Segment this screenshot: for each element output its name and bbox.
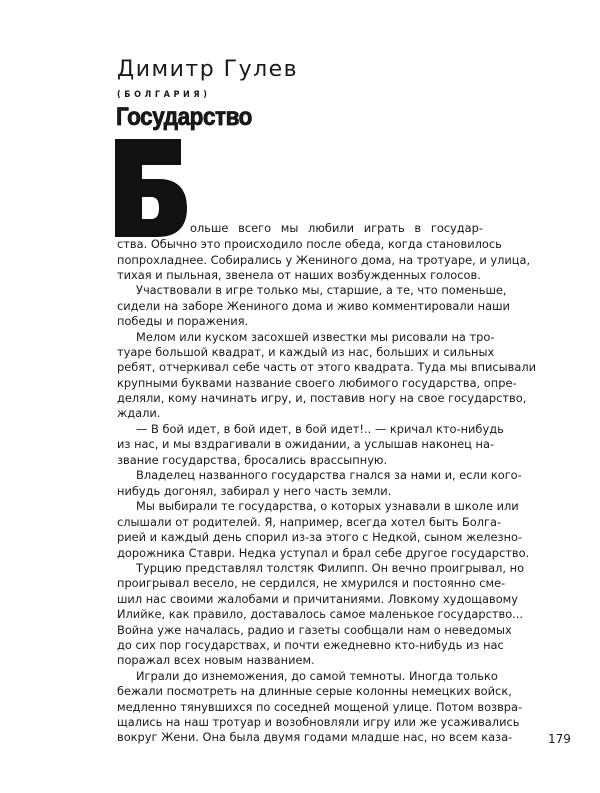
text-line: Играли до изнеможения, до самой темноты. Иногда только [136,669,498,683]
text-line: Владелец названного государства гнался за нами и, если кого- [136,468,522,482]
text-line: ребят, отчеркивал себе часть от этого квадрата. Туда мы вписывали [117,360,537,374]
text-line: рией и каждый день спорил из-за этого с Недкой, сыном железно- [117,530,523,544]
text-line: из нас, и мы вздрагивали в ожидании, а услышав наконец на- [117,437,495,451]
author-country: (БОЛГАРИЯ) [117,90,211,100]
text-line: Война уже началась, радио и газеты сообщали нам о неведомых [117,623,512,637]
text-line: попрохладнее. Собирались у Жениного дома, на тротуаре, и улица, [117,253,531,267]
text-line: слышали от родителей. Я, например, всегда хотел быть Болга- [117,515,502,529]
text-line: медленно тянувшихся по соседней мощеной улице. Потом возвра- [117,700,523,714]
text-line: ольше всего мы любили играть в государ- [190,221,483,235]
text-line: тихая и пыльная, звенела от наших возбужденных голосов. [117,268,481,282]
text-line: звание государства, бросались врассыпную. [117,453,388,467]
text-line: ства. Обычно это происходило после обеда, когда становилось [117,237,502,251]
text-line: деляли, кому начинать игру, и, поставив ногу на свое государство, [117,391,527,405]
text-line: поражал всех новым названием. [117,653,315,667]
text-line: — В бой идет, в бой идет, в бой идет!.. — кричал кто-нибудь [136,422,504,436]
text-line: Участвовали в игре только мы, старшие, а те, что поменьше, [136,283,507,297]
text-line: щались на наш тротуар и возобновляли игру или же усаживались [117,715,520,729]
text-line: Мелом или куском засохшей известки мы рисовали на тро- [136,330,495,344]
text-line: бежали посмотреть на длинные серые колонны немецких войск, [117,684,512,698]
text-line: туаре большой квадрат, и каждый из нас, больших и сильных [117,345,495,359]
text-line: победы и поражения. [117,314,249,328]
text-line: Турцию представлял толстяк Филипп. Он вечно проигрывал, но [136,561,525,575]
page-number: 179 [548,732,571,746]
text-line: Илийке, как правило, доставалось самое маленькое государство... [117,607,524,621]
text-line: нибудь догонял, забирал у него часть земли. [117,484,392,498]
text-line: ждали. [117,406,161,420]
text-line: сидели на заборе Жениного дома и живо комментировали наши [117,299,510,313]
text-line: Мы выбирали те государства, о которых узнавали в школе или [136,499,519,513]
text-line: вокруг Жени. Она была двумя годами младше нас, но всем каза- [117,730,513,744]
author-name: Димитр Гулев [117,57,299,82]
story-title: Государство [116,103,252,131]
text-line: крупными буквами название своего любимого государства, опре- [117,376,517,390]
text-line: до сих пор государствах, и почти ежедневно кто-нибудь из нас [117,638,504,652]
text-line: проигрывал весело, не сердился, не хмурился и постоянно сме- [117,576,506,590]
text-line: шил нас своими жалобами и причитаниями. Ловкому худощавому [117,592,519,606]
drop-cap-letter [115,139,187,237]
text-line: дорожника Ставри. Недка уступал и брал себе другое государство. [117,546,530,560]
